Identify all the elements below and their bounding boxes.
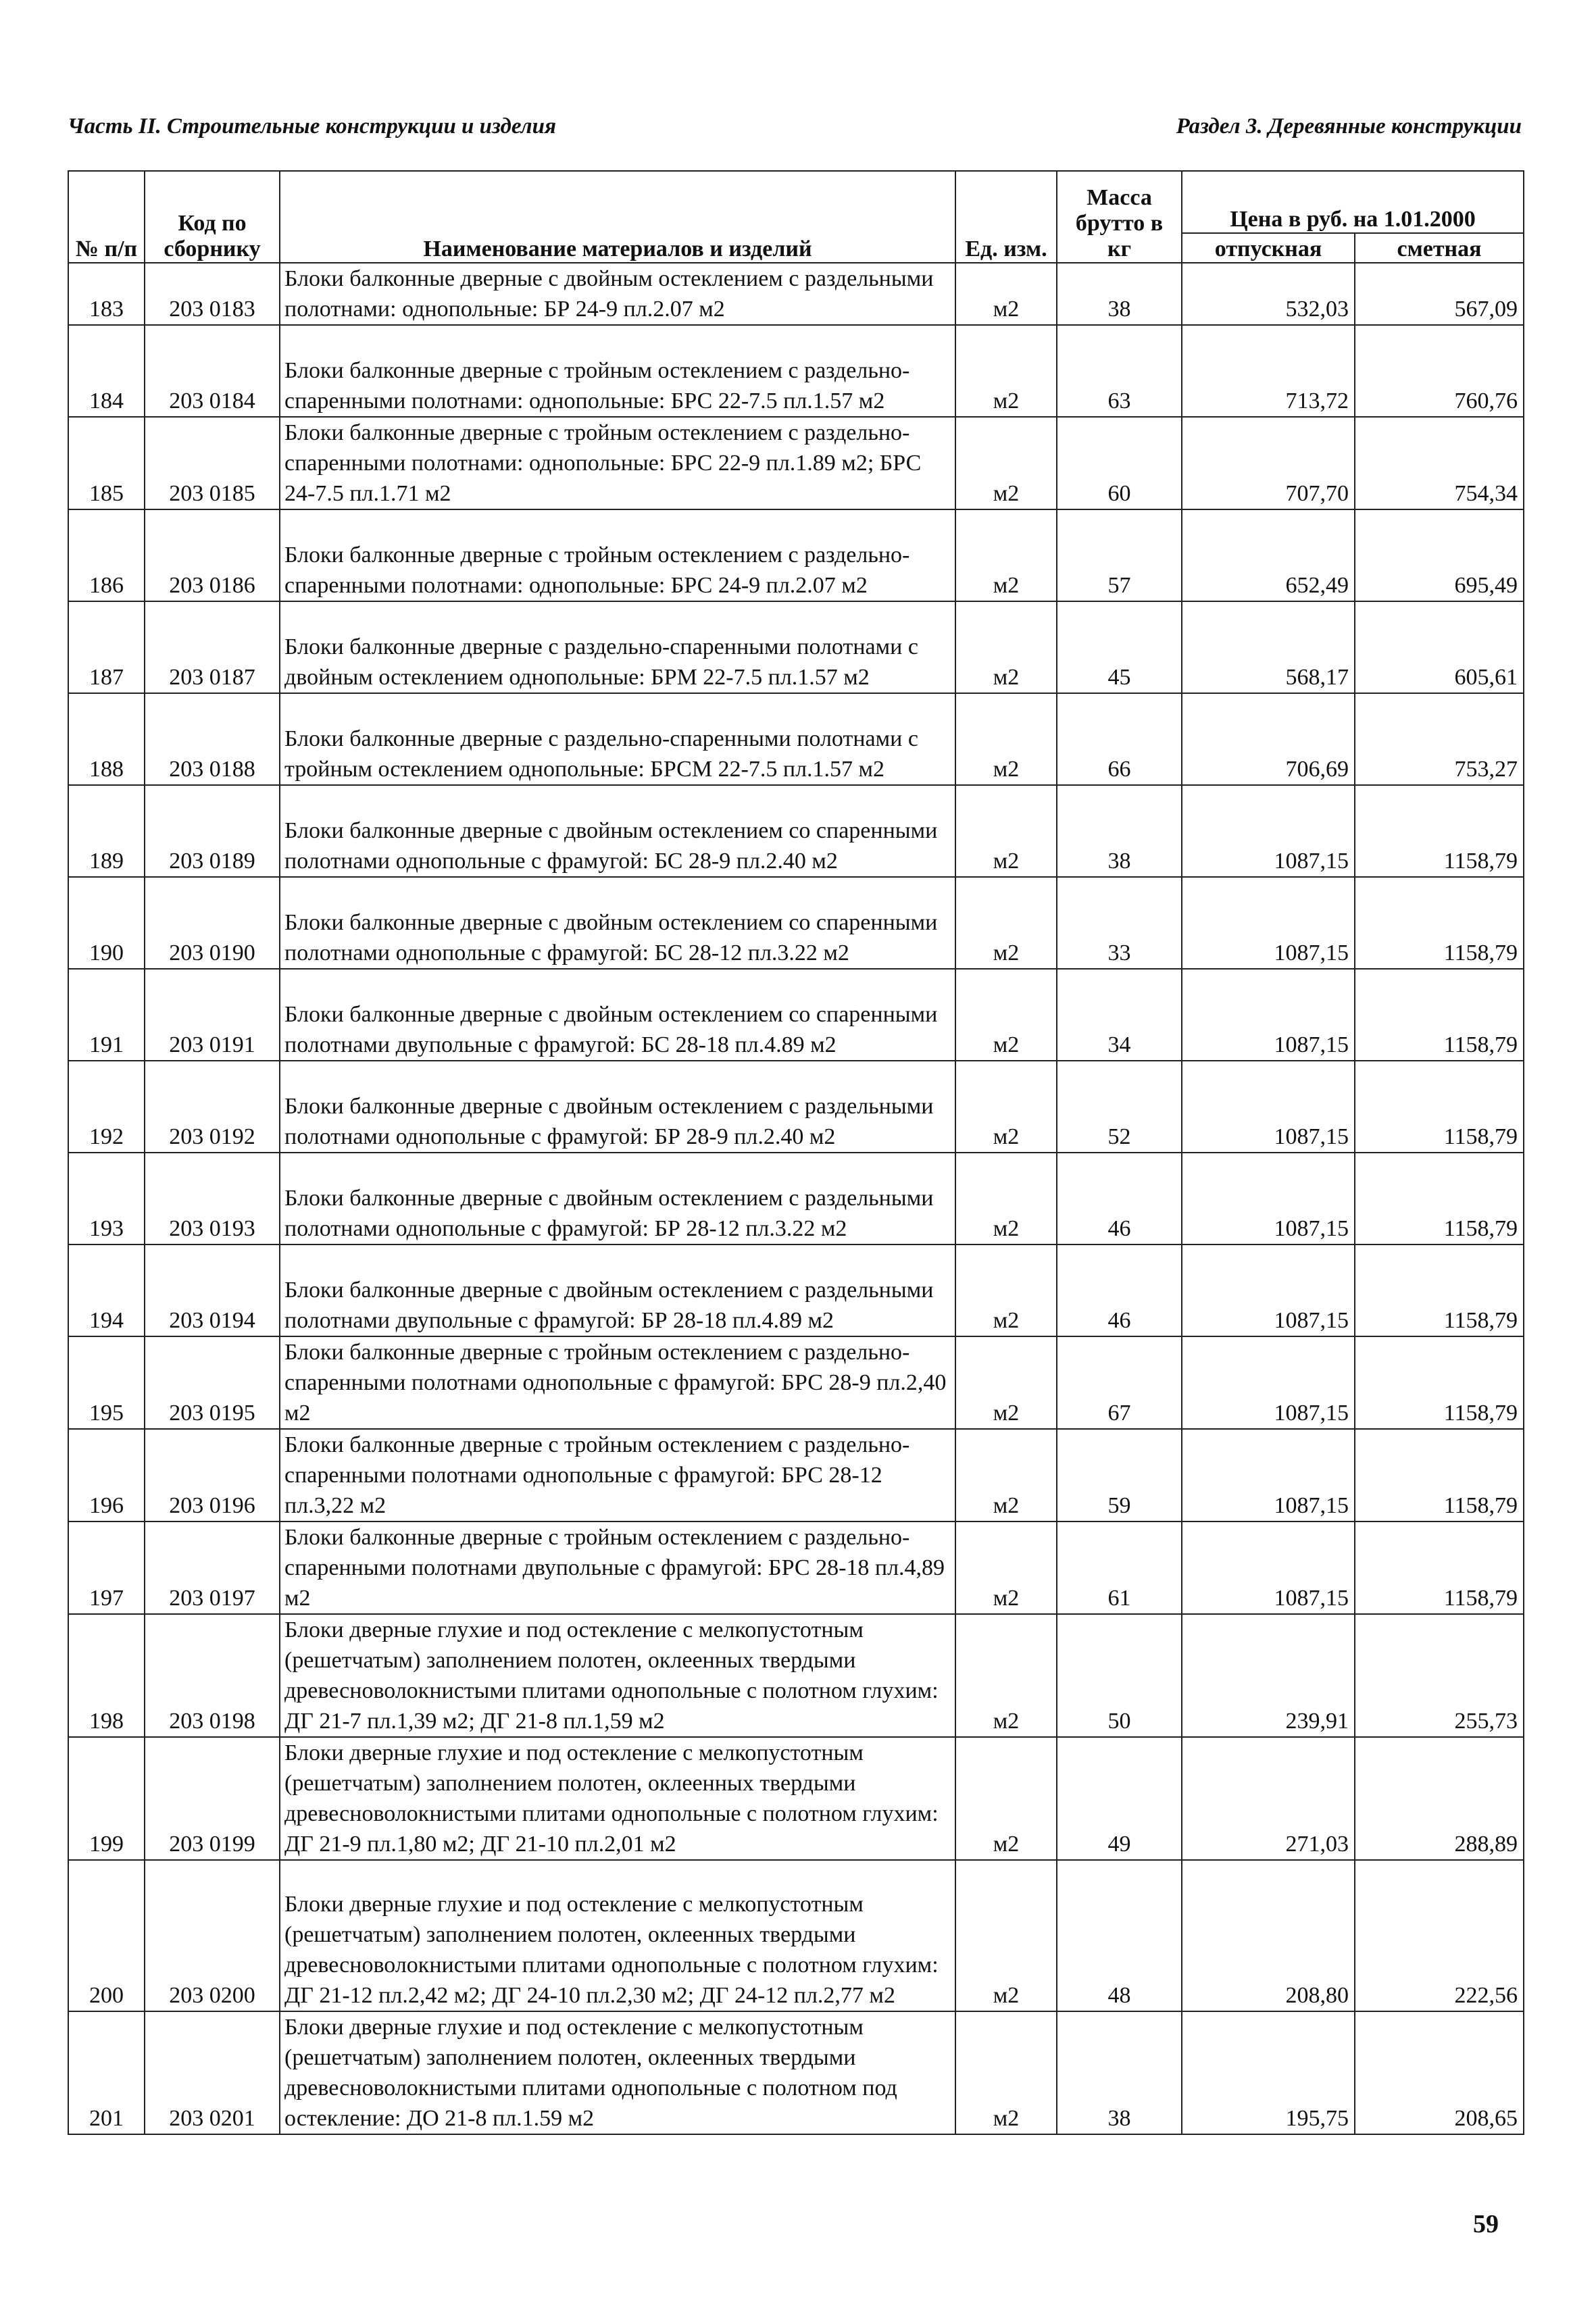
table-row: [68, 325, 1524, 417]
row-number: 185: [68, 417, 145, 509]
row-mass: 57: [1057, 509, 1182, 601]
row-number: 187: [68, 601, 145, 693]
row-number: 200: [68, 1860, 145, 2011]
row-mass: 66: [1057, 693, 1182, 785]
row-code: 203 0195: [145, 1336, 280, 1429]
row-unit: м2: [955, 1737, 1057, 1860]
row-price-estimate: 222,56: [1355, 1860, 1524, 2011]
row-name: Блоки дверные глухие и под остекление с мелкопустотным (решетчатым) заполнением полотен, оклеенных твердыми древесноволокнистыми плитами однопольные с полотном глухим: ДГ 21-12 пл.2,42 м2; ДГ 24-10 пл.2,30 м2; ДГ 24-12 пл.2,77 м2: [280, 1860, 955, 2011]
row-price-estimate: 753,27: [1355, 693, 1524, 785]
row-price-sale: 707,70: [1182, 417, 1355, 509]
table-header: [68, 171, 1524, 263]
header-price-estimate: сметная: [1355, 233, 1524, 263]
table-row: [68, 693, 1524, 785]
row-price-sale: 1087,15: [1182, 1521, 1355, 1614]
row-mass: 34: [1057, 969, 1182, 1061]
table-row: [68, 877, 1524, 969]
table-row: [68, 1336, 1524, 1429]
row-number: 186: [68, 509, 145, 601]
row-code: 203 0185: [145, 417, 280, 509]
table-row: [68, 1244, 1524, 1336]
row-mass: 38: [1057, 263, 1182, 325]
row-mass: 45: [1057, 601, 1182, 693]
row-name: Блоки балконные дверные с тройным остеклением с раздельно-спаренными полотнами двупольные с фрамугой: БРС 28-18 пл.4,89 м2: [280, 1521, 955, 1614]
table-row: [68, 601, 1524, 693]
row-name: Блоки балконные дверные с двойным остеклением со спаренными полотнами однопольные с фрамугой: БС 28-9 пл.2.40 м2: [280, 785, 955, 877]
table-row: [68, 1614, 1524, 1737]
row-unit: м2: [955, 1614, 1057, 1737]
row-name: Блоки дверные глухие и под остекление с мелкопустотным (решетчатым) заполнением полотен, оклеенных твердыми древесноволокнистыми плитами однопольные с полотном глухим: ДГ 21-7 пл.1,39 м2; ДГ 21-8 пл.1,59 м2: [280, 1614, 955, 1737]
table-row: [68, 969, 1524, 1061]
row-price-sale: 706,69: [1182, 693, 1355, 785]
row-unit: м2: [955, 1244, 1057, 1336]
row-price-estimate: 1158,79: [1355, 1244, 1524, 1336]
header-price-sale: отпускная: [1182, 233, 1355, 263]
header-part-title: Часть II. Строительные конструкции и изделия: [68, 114, 556, 139]
row-number: 197: [68, 1521, 145, 1614]
row-name: Блоки дверные глухие и под остекление с мелкопустотным (решетчатым) заполнением полотен, оклеенных твердыми древесноволокнистыми плитами однопольные с полотном глухим: ДГ 21-9 пл.1,80 м2; ДГ 21-10 пл.2,01 м2: [280, 1737, 955, 1860]
row-price-sale: 208,80: [1182, 1860, 1355, 2011]
row-price-sale: 532,03: [1182, 263, 1355, 325]
row-unit: м2: [955, 263, 1057, 325]
row-mass: 60: [1057, 417, 1182, 509]
row-number: 183: [68, 263, 145, 325]
row-name: Блоки балконные дверные с двойным остеклением со спаренными полотнами однопольные с фрамугой: БС 28-12 пл.3.22 м2: [280, 877, 955, 969]
row-price-sale: 1087,15: [1182, 785, 1355, 877]
table-row: [68, 2011, 1524, 2134]
row-unit: м2: [955, 693, 1057, 785]
table-row: [68, 509, 1524, 601]
row-price-estimate: 754,34: [1355, 417, 1524, 509]
row-name: Блоки балконные дверные с двойным остеклением с раздельными полотнами двупольные с фрамугой: БР 28-18 пл.4.89 м2: [280, 1244, 955, 1336]
row-price-estimate: 1158,79: [1355, 969, 1524, 1061]
row-mass: 46: [1057, 1153, 1182, 1244]
row-mass: 63: [1057, 325, 1182, 417]
row-unit: м2: [955, 785, 1057, 877]
table-row: [68, 417, 1524, 509]
row-number: 196: [68, 1429, 145, 1521]
row-unit: м2: [955, 2011, 1057, 2134]
row-unit: м2: [955, 417, 1057, 509]
row-mass: 50: [1057, 1614, 1182, 1737]
table-row: [68, 1521, 1524, 1614]
row-code: 203 0183: [145, 263, 280, 325]
row-code: 203 0200: [145, 1860, 280, 2011]
row-code: 203 0191: [145, 969, 280, 1061]
header-mass: Масса брутто в кг: [1057, 171, 1182, 263]
row-code: 203 0189: [145, 785, 280, 877]
table-row: [68, 1061, 1524, 1153]
row-price-estimate: 605,61: [1355, 601, 1524, 693]
row-name: Блоки дверные глухие и под остекление с мелкопустотным (решетчатым) заполнением полотен, оклеенных твердыми древесноволокнистыми плитами однопольные с полотном под остекление: ДО 21-8 пл.1.59 м2: [280, 2011, 955, 2134]
row-price-estimate: 567,09: [1355, 263, 1524, 325]
table-body: [68, 263, 1524, 2134]
running-header: [68, 109, 1522, 143]
row-price-sale: 652,49: [1182, 509, 1355, 601]
row-number: 189: [68, 785, 145, 877]
row-code: 203 0187: [145, 601, 280, 693]
row-unit: м2: [955, 1153, 1057, 1244]
price-table: [68, 170, 1524, 2135]
row-price-sale: 239,91: [1182, 1614, 1355, 1737]
row-name: Блоки балконные дверные с тройным остеклением с раздельно-спаренными полотнами однопольные с фрамугой: БРС 28-12 пл.3,22 м2: [280, 1429, 955, 1521]
row-price-estimate: 208,65: [1355, 2011, 1524, 2134]
row-price-sale: 568,17: [1182, 601, 1355, 693]
row-mass: 38: [1057, 2011, 1182, 2134]
header-unit: Ед. изм.: [955, 171, 1057, 263]
row-unit: м2: [955, 1429, 1057, 1521]
row-code: 203 0190: [145, 877, 280, 969]
row-mass: 59: [1057, 1429, 1182, 1521]
row-price-sale: 1087,15: [1182, 1336, 1355, 1429]
row-unit: м2: [955, 601, 1057, 693]
row-code: 203 0201: [145, 2011, 280, 2134]
row-code: 203 0199: [145, 1737, 280, 1860]
row-number: 193: [68, 1153, 145, 1244]
header-num: № п/п: [68, 171, 145, 263]
header-price: Цена в руб. на 1.01.2000: [1182, 171, 1524, 233]
row-code: 203 0186: [145, 509, 280, 601]
row-number: 191: [68, 969, 145, 1061]
row-price-estimate: 1158,79: [1355, 1061, 1524, 1153]
row-price-sale: 271,03: [1182, 1737, 1355, 1860]
row-unit: м2: [955, 1860, 1057, 2011]
row-unit: м2: [955, 509, 1057, 601]
row-price-estimate: 288,89: [1355, 1737, 1524, 1860]
row-name: Блоки балконные дверные с тройным остеклением с раздельно-спаренными полотнами: однопольные: БРС 24-9 пл.2.07 м2: [280, 509, 955, 601]
row-name: Блоки балконные дверные с тройным остеклением с раздельно-спаренными полотнами: однопольные: БРС 22-7.5 пл.1.57 м2: [280, 325, 955, 417]
row-name: Блоки балконные дверные с раздельно-спаренными полотнами с тройным остеклением однопольные: БРСМ 22-7.5 пл.1.57 м2: [280, 693, 955, 785]
row-mass: 49: [1057, 1737, 1182, 1860]
row-number: 198: [68, 1614, 145, 1737]
table-row: [68, 785, 1524, 877]
row-number: 194: [68, 1244, 145, 1336]
row-price-sale: 195,75: [1182, 2011, 1355, 2134]
row-unit: м2: [955, 1521, 1057, 1614]
table-row: [68, 263, 1524, 325]
row-price-estimate: 1158,79: [1355, 1153, 1524, 1244]
row-number: 190: [68, 877, 145, 969]
page-number: 59: [1473, 2210, 1499, 2238]
row-price-estimate: 255,73: [1355, 1614, 1524, 1737]
row-name: Блоки балконные дверные с двойным остеклением с раздельными полотнами однопольные с фрамугой: БР 28-9 пл.2.40 м2: [280, 1061, 955, 1153]
row-number: 188: [68, 693, 145, 785]
row-name: Блоки балконные дверные с тройным остеклением с раздельно-спаренными полотнами: однопольные: БРС 22-9 пл.1.89 м2; БРС 24-7.5 пл.1.71 м2: [280, 417, 955, 509]
row-name: Блоки балконные дверные с двойным остеклением со спаренными полотнами двупольные с фрамугой: БС 28-18 пл.4.89 м2: [280, 969, 955, 1061]
row-name: Блоки балконные дверные с раздельно-спаренными полотнами с двойным остеклением однопольные: БРМ 22-7.5 пл.1.57 м2: [280, 601, 955, 693]
row-price-sale: 1087,15: [1182, 1429, 1355, 1521]
row-mass: 48: [1057, 1860, 1182, 2011]
row-price-sale: 713,72: [1182, 325, 1355, 417]
row-name: Блоки балконные дверные с двойным остеклением с раздельными полотнами однопольные с фрамугой: БР 28-12 пл.3.22 м2: [280, 1153, 955, 1244]
price-table-container: [68, 170, 1523, 2135]
row-name: Блоки балконные дверные с тройным остеклением с раздельно-спаренными полотнами однопольные с фрамугой: БРС 28-9 пл.2,40 м2: [280, 1336, 955, 1429]
table-row: [68, 1429, 1524, 1521]
table-row: [68, 1860, 1524, 2011]
row-mass: 46: [1057, 1244, 1182, 1336]
row-number: 195: [68, 1336, 145, 1429]
row-number: 192: [68, 1061, 145, 1153]
row-price-estimate: 1158,79: [1355, 785, 1524, 877]
header-name: Наименование материалов и изделий: [280, 171, 955, 263]
row-number: 199: [68, 1737, 145, 1860]
row-code: 203 0192: [145, 1061, 280, 1153]
row-code: 203 0194: [145, 1244, 280, 1336]
header-section-title: Раздел 3. Деревянные конструкции: [1176, 114, 1522, 139]
row-number: 184: [68, 325, 145, 417]
table-row: [68, 1737, 1524, 1860]
row-price-estimate: 1158,79: [1355, 1521, 1524, 1614]
row-mass: 38: [1057, 785, 1182, 877]
row-unit: м2: [955, 1061, 1057, 1153]
row-price-estimate: 760,76: [1355, 325, 1524, 417]
row-price-sale: 1087,15: [1182, 1061, 1355, 1153]
row-price-sale: 1087,15: [1182, 877, 1355, 969]
row-price-estimate: 695,49: [1355, 509, 1524, 601]
row-code: 203 0193: [145, 1153, 280, 1244]
row-price-sale: 1087,15: [1182, 1244, 1355, 1336]
row-code: 203 0198: [145, 1614, 280, 1737]
row-mass: 61: [1057, 1521, 1182, 1614]
row-name: Блоки балконные дверные с двойным остеклением с раздельными полотнами: однопольные: БР 24-9 пл.2.07 м2: [280, 263, 955, 325]
row-unit: м2: [955, 877, 1057, 969]
row-mass: 52: [1057, 1061, 1182, 1153]
row-price-estimate: 1158,79: [1355, 1336, 1524, 1429]
row-unit: м2: [955, 1336, 1057, 1429]
header-code: Код по сборнику: [145, 171, 280, 263]
table-row: [68, 1153, 1524, 1244]
row-code: 203 0196: [145, 1429, 280, 1521]
row-price-sale: 1087,15: [1182, 1153, 1355, 1244]
row-code: 203 0188: [145, 693, 280, 785]
row-mass: 33: [1057, 877, 1182, 969]
row-price-estimate: 1158,79: [1355, 877, 1524, 969]
row-number: 201: [68, 2011, 145, 2134]
row-code: 203 0184: [145, 325, 280, 417]
row-mass: 67: [1057, 1336, 1182, 1429]
row-price-estimate: 1158,79: [1355, 1429, 1524, 1521]
row-unit: м2: [955, 969, 1057, 1061]
row-price-sale: 1087,15: [1182, 969, 1355, 1061]
row-code: 203 0197: [145, 1521, 280, 1614]
row-unit: м2: [955, 325, 1057, 417]
